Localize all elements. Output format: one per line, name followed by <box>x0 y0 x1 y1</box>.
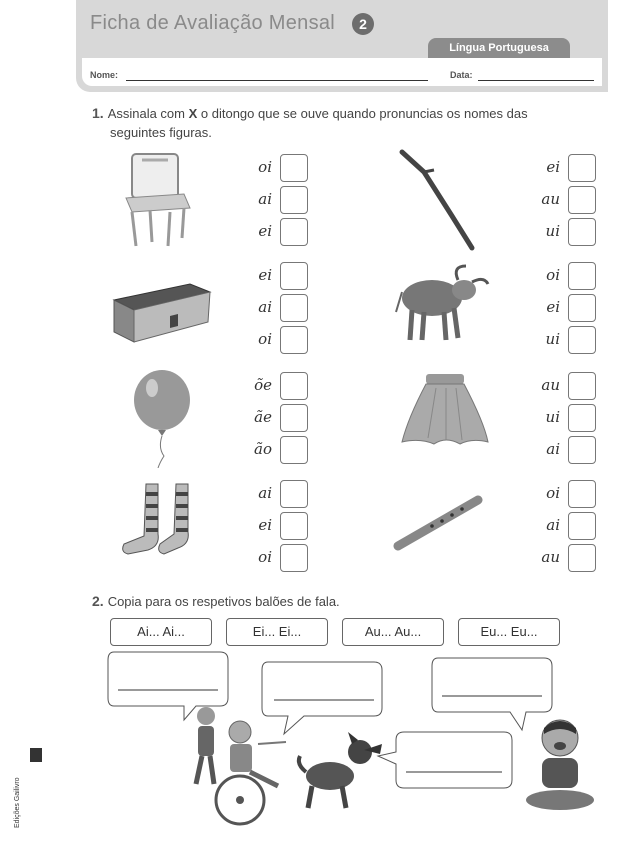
option-row <box>236 218 308 248</box>
option-label: oi <box>258 548 272 566</box>
option-row <box>236 186 308 216</box>
answer-checkbox[interactable] <box>568 404 596 432</box>
phrase-box: Ei... Ei... <box>226 618 328 646</box>
children-wheelchair-icon <box>178 706 290 828</box>
option-row <box>524 436 596 466</box>
answer-checkbox[interactable] <box>280 544 308 572</box>
question-1-x-mark: X <box>188 106 198 121</box>
dog-icon <box>294 730 386 812</box>
name-date-row <box>82 58 602 86</box>
option-label: ui <box>545 408 560 426</box>
option-label: ão <box>254 440 272 458</box>
option-row <box>524 404 596 434</box>
answer-checkbox[interactable] <box>280 218 308 246</box>
option-row <box>524 218 596 248</box>
question-2-number: 2. <box>92 593 104 609</box>
option-row <box>236 512 308 542</box>
option-label: ui <box>545 222 560 240</box>
option-row <box>236 436 308 466</box>
answer-checkbox[interactable] <box>568 372 596 400</box>
option-row <box>236 544 308 574</box>
stick-icon <box>394 148 484 252</box>
speech-bubble[interactable] <box>376 730 516 792</box>
option-row <box>524 544 596 574</box>
option-label: oi <box>546 266 560 284</box>
answer-checkbox[interactable] <box>280 372 308 400</box>
option-row <box>236 326 308 356</box>
publisher-logo-icon <box>30 748 42 762</box>
answer-checkbox[interactable] <box>280 154 308 182</box>
question-1-text-b: o ditongo que se ouve quando pronuncias os nomes das <box>197 106 528 121</box>
answer-checkbox[interactable] <box>280 512 308 540</box>
answer-checkbox[interactable] <box>280 294 308 322</box>
answer-checkbox[interactable] <box>280 480 308 508</box>
publisher-text: Edições Gailivro <box>14 777 21 828</box>
date-field[interactable] <box>478 80 594 81</box>
answer-checkbox[interactable] <box>568 154 596 182</box>
answer-checkbox[interactable] <box>568 544 596 572</box>
question-1-number: 1. <box>92 105 104 121</box>
option-row <box>524 512 596 542</box>
date-label: Data: <box>450 70 473 80</box>
answer-checkbox[interactable] <box>568 262 596 290</box>
socks-icon <box>118 480 200 560</box>
option-label: oi <box>258 330 272 348</box>
answer-checkbox[interactable] <box>280 404 308 432</box>
option-label: au <box>541 376 560 394</box>
option-row <box>236 404 308 434</box>
question-1-text-a: Assinala com <box>107 106 189 121</box>
answer-checkbox[interactable] <box>280 262 308 290</box>
name-label: Nome: <box>90 70 119 80</box>
option-row <box>524 372 596 402</box>
chair-icon <box>120 150 196 250</box>
box-icon <box>112 270 212 346</box>
phrase-box: Eu... Eu... <box>458 618 560 646</box>
skirt-icon <box>400 372 490 448</box>
answer-checkbox[interactable] <box>568 294 596 322</box>
option-label: oi <box>546 484 560 502</box>
option-label: ui <box>545 330 560 348</box>
name-field[interactable] <box>126 80 428 81</box>
option-label: ei <box>258 266 272 284</box>
worksheet-number-badge: 2 <box>352 13 374 35</box>
phrase-box: Ai... Ai... <box>110 618 212 646</box>
balloon-icon <box>130 368 196 468</box>
option-label: ei <box>546 298 560 316</box>
option-label: au <box>541 190 560 208</box>
option-label: ai <box>258 484 272 502</box>
option-row <box>524 154 596 184</box>
question-1 <box>92 104 612 142</box>
answer-checkbox[interactable] <box>568 218 596 246</box>
page-title: Ficha de Avaliação Mensal <box>90 12 336 34</box>
option-row <box>236 154 308 184</box>
option-row <box>236 294 308 324</box>
answer-checkbox[interactable] <box>568 480 596 508</box>
flute-icon <box>392 494 484 554</box>
answer-checkbox[interactable] <box>280 436 308 464</box>
question-2-text: Copia para os respetivos balões de fala. <box>107 594 340 609</box>
question-1-text-c: seguintes figuras. <box>110 125 212 140</box>
answer-checkbox[interactable] <box>280 326 308 354</box>
option-label: ai <box>258 298 272 316</box>
option-row <box>236 480 308 510</box>
option-row <box>524 480 596 510</box>
option-row <box>524 294 596 324</box>
question-2 <box>92 592 612 611</box>
answer-checkbox[interactable] <box>568 512 596 540</box>
page-header <box>76 0 608 92</box>
answer-checkbox[interactable] <box>568 326 596 354</box>
option-row <box>236 372 308 402</box>
option-label: ai <box>258 190 272 208</box>
option-label: ai <box>546 516 560 534</box>
answer-checkbox[interactable] <box>280 186 308 214</box>
option-row <box>236 262 308 292</box>
option-label: ai <box>546 440 560 458</box>
option-label: ei <box>258 516 272 534</box>
ox-icon <box>392 262 490 344</box>
option-row <box>524 186 596 216</box>
answer-checkbox[interactable] <box>568 436 596 464</box>
option-label: ãe <box>254 408 272 426</box>
option-label: ei <box>258 222 272 240</box>
answer-checkbox[interactable] <box>568 186 596 214</box>
option-label: õe <box>254 376 272 394</box>
option-row <box>524 262 596 292</box>
subject-tab: Língua Portuguesa <box>428 38 570 58</box>
option-label: au <box>541 548 560 566</box>
option-label: ei <box>546 158 560 176</box>
phrase-box: Au... Au... <box>342 618 444 646</box>
option-row <box>524 326 596 356</box>
child-sitting-icon <box>524 716 600 812</box>
option-label: oi <box>258 158 272 176</box>
